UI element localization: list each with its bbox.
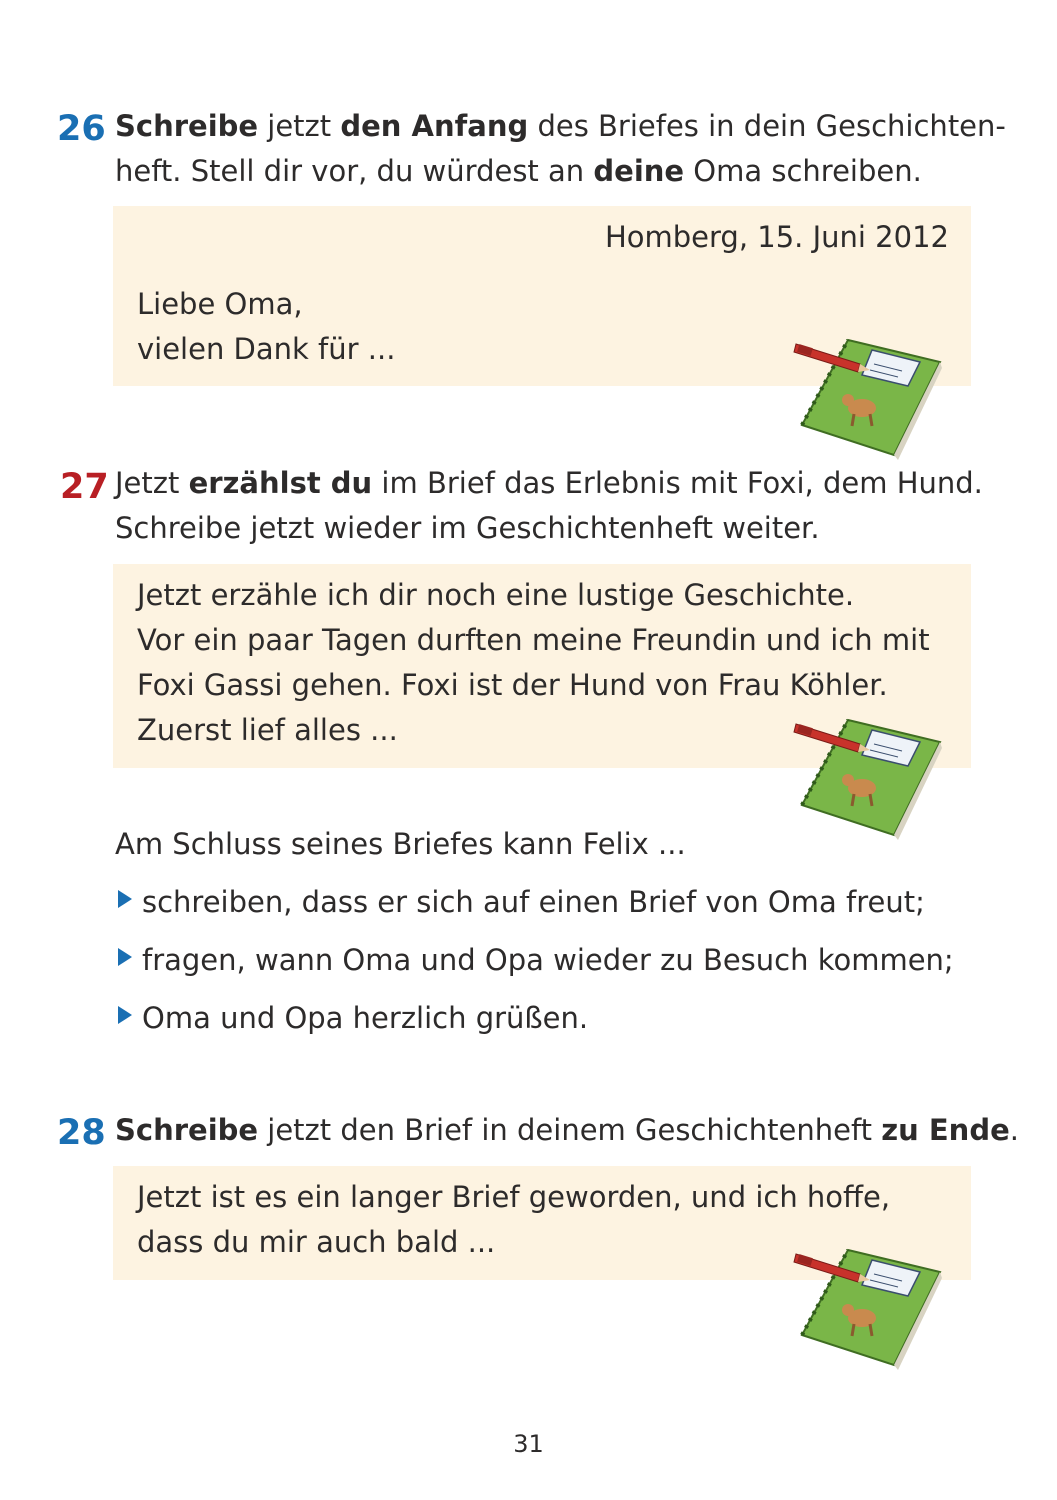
list-item — [118, 998, 588, 1038]
bullet-text: fragen, wann Oma und Opa wieder zu Besuch kommen; — [142, 943, 954, 977]
letter-line: Jetzt erzähle ich dir noch eine lustige Geschichte. — [137, 578, 855, 612]
notebook-with-pen-icon — [790, 320, 950, 465]
text: des Briefes in dein Geschichten- — [528, 109, 1006, 143]
emphasis: zu Ende — [881, 1113, 1010, 1147]
notebook-with-pen-icon — [790, 1230, 950, 1375]
ending-intro: Am Schluss seines Briefes kann Felix ... — [115, 827, 686, 861]
task-27-instruction-line-1 — [115, 461, 983, 506]
task-26-instruction-line-2 — [115, 149, 922, 194]
letter-line: dass du mir auch bald ... — [137, 1225, 496, 1259]
text: im Brief das Erlebnis mit Foxi, dem Hund. — [372, 466, 983, 500]
list-item — [118, 940, 954, 980]
task-28-instruction-line-1 — [115, 1108, 1019, 1153]
emphasis: Schreibe — [115, 1113, 259, 1147]
triangle-bullet-icon — [118, 890, 132, 908]
text: . — [1009, 1113, 1019, 1147]
task-26-instruction-line-1 — [115, 104, 1006, 149]
emphasis: erzählst du — [188, 466, 373, 500]
page-number: 31 — [513, 1430, 544, 1458]
task-number-26: 26 — [57, 109, 106, 149]
text: Oma schreiben. — [684, 154, 922, 188]
emphasis: Schreibe — [115, 109, 259, 143]
letter-line: Zuerst lief alles ... — [137, 713, 398, 747]
bullet-text: schreiben, dass er sich auf einen Brief von Oma freut; — [142, 885, 925, 919]
text: jetzt den Brief in deinem Geschichtenheft — [258, 1113, 882, 1147]
text: heft. Stell dir vor, du würdest an — [115, 154, 594, 188]
letter-line: Jetzt ist es ein langer Brief geworden, und ich hoffe, — [137, 1180, 891, 1214]
letter-line: vielen Dank für ... — [137, 332, 396, 366]
task-27-instruction-line-2 — [115, 506, 820, 551]
text: Schreibe jetzt wieder im Geschichtenheft weiter. — [115, 511, 820, 545]
notebook-with-pen-icon — [790, 700, 950, 845]
letter-line: Vor ein paar Tagen durften meine Freundin und ich mit — [137, 623, 930, 657]
emphasis: den Anfang — [340, 109, 529, 143]
list-item — [118, 882, 925, 922]
letter-line: Foxi Gassi gehen. Foxi ist der Hund von Frau Köhler. — [137, 668, 888, 702]
text: jetzt — [258, 109, 341, 143]
task-number-27: 27 — [60, 467, 109, 507]
letter-line: Liebe Oma, — [137, 287, 303, 321]
emphasis: deine — [593, 154, 685, 188]
letter-date: Homberg, 15. Juni 2012 — [604, 220, 949, 254]
triangle-bullet-icon — [118, 1006, 132, 1024]
bullet-text: Oma und Opa herzlich grüßen. — [142, 1001, 589, 1035]
text: Jetzt — [115, 466, 189, 500]
triangle-bullet-icon — [118, 948, 132, 966]
task-number-28: 28 — [57, 1113, 106, 1153]
